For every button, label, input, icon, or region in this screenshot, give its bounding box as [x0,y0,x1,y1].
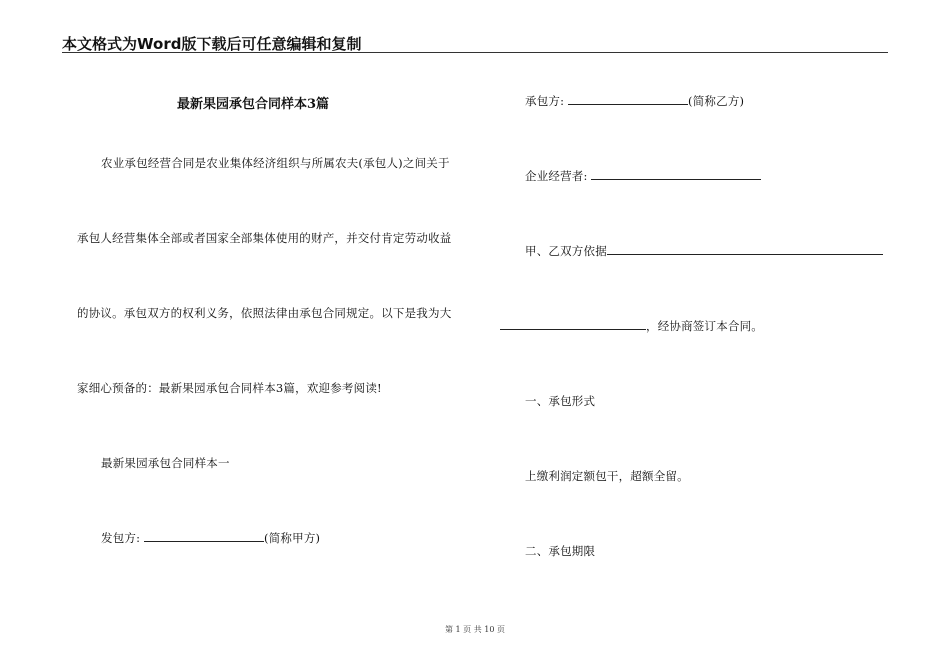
issuer-suffix: (简称甲方) [264,531,321,545]
paragraph-line: 的协议。承包双方的权利义务，依照法律由承包合同规定。以下是我为大 [77,306,452,320]
issuer-label: 发包方: [101,531,145,545]
document-header-banner: 本文格式为Word版下载后可任意编辑和复制 [62,35,362,53]
operator-field [525,168,761,184]
header-divider [62,52,888,53]
section-heading-contract-form: 一、承包形式 [525,394,596,408]
page-indicator: 第 1 页 共 10 页 [445,625,505,634]
contractor-field [525,93,744,109]
contractor-label: 承包方: [525,94,569,108]
section-body-contract-form: 上缴利润定额包干，超额全留。 [525,469,689,483]
paragraph-line: 承包人经营集体全部或者国家全部集体使用的财产，并交付肯定劳动收益 [77,231,452,245]
agreement-suffix: ，经协商签订本合同。 [646,319,763,333]
section-heading-contract-term: 二、承包期限 [525,544,596,558]
contractor-suffix: (简称乙方) [688,94,745,108]
operator-blank [591,168,761,180]
issuer-blank [144,530,264,542]
paragraph-line: 农业承包经营合同是农业集体经济组织与所属农夫(承包人)之间关于 [101,156,450,170]
basis-blank [607,243,883,255]
paragraph-line: 家细心预备的：最新果园承包合同样本3篇，欢迎参考阅读! [77,381,382,395]
document-title: 最新果园承包合同样本3篇 [177,97,330,112]
issuer-field [101,530,320,546]
basis-field [525,243,883,259]
sample-heading: 最新果园承包合同样本一 [101,456,230,470]
agreement-line [500,318,763,334]
basis-label: 甲、乙双方依据 [525,244,607,258]
contractor-blank [568,93,688,105]
agreement-blank [500,318,646,330]
operator-label: 企业经营者: [525,169,592,183]
